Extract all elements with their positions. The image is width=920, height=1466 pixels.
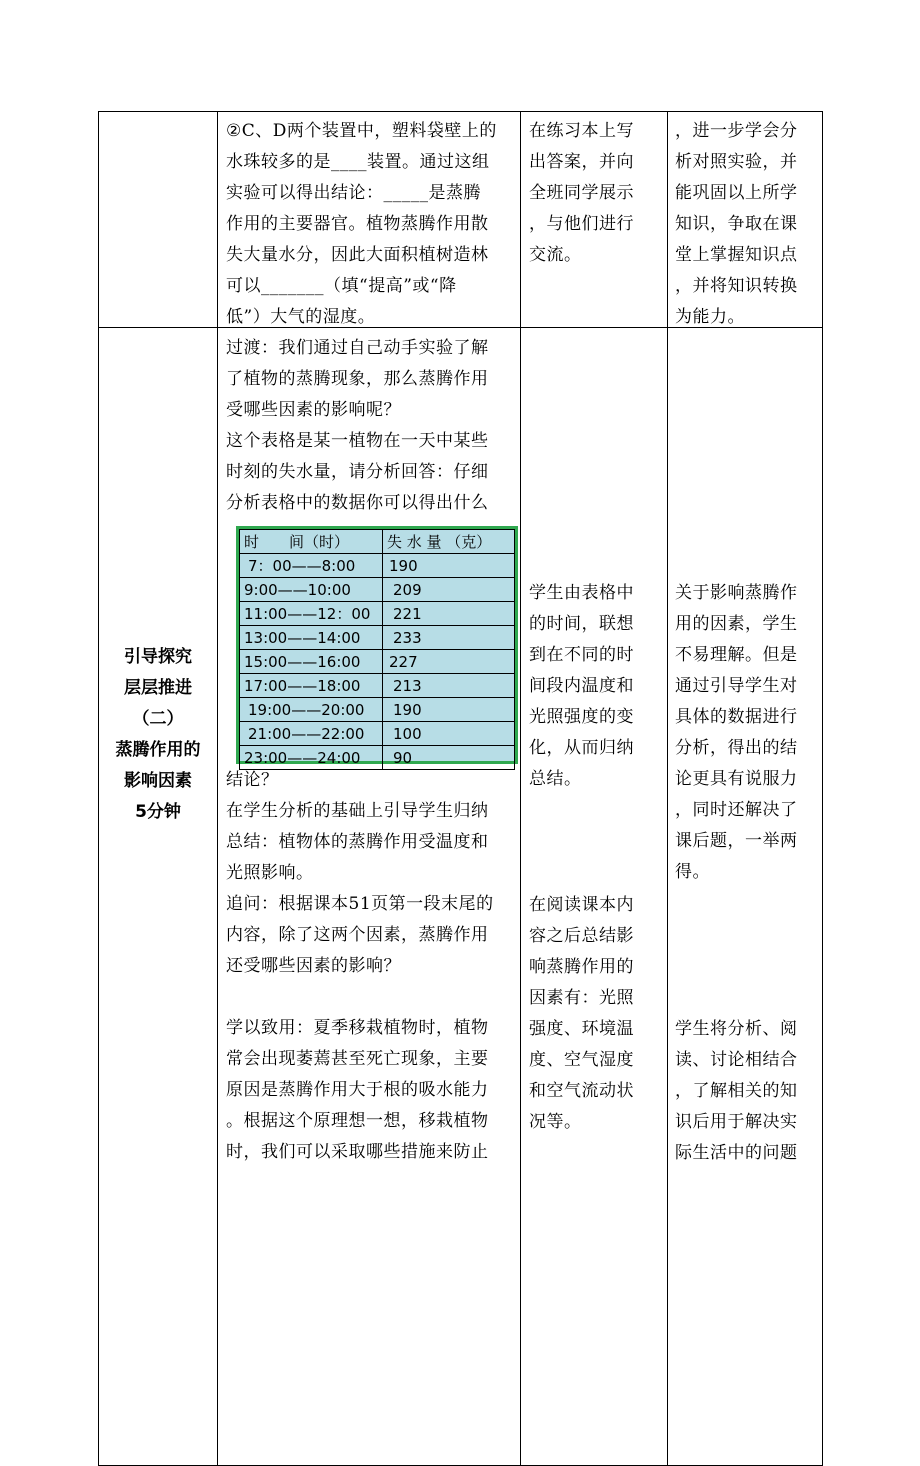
text-line: 得。 [675,862,710,882]
value-cell: 190 [383,554,515,578]
text-line: 能巩固以上所学 [675,183,798,203]
text-line: 化，从而归纳 [529,738,634,758]
text-line: 原因是蒸腾作用大于根的吸水能力 [226,1080,489,1100]
text-line: 水珠较多的是____装置。通过这组 [226,152,490,172]
text-line: 。根据这个原理想一想，移栽植物 [226,1111,489,1131]
text-line: 这个表格是某一植物在一天中某些 [226,431,489,451]
text-line: ，了解相关的知 [675,1081,798,1101]
text-line: 强度、环境温 [529,1019,634,1039]
text-line: 时刻的失水量，请分析回答：仔细 [226,462,489,482]
text-line: 知识，争取在课 [675,214,798,234]
row2-student-activity-b [529,890,665,1138]
table-row [240,674,515,698]
text-line: ②C、D两个装置中，塑料袋壁上的 [226,121,497,141]
water-loss-table [236,526,518,767]
column-divider [520,111,521,1466]
row1-content-cell [226,116,518,333]
text-line: 光照强度的变 [529,707,634,727]
row2-student-activity-a [529,578,665,795]
text-line: ，并将知识转换 [675,276,798,296]
stage-line: 蒸腾作用的 [115,740,201,760]
text-line: 还受哪些因素的影响？ [226,956,401,976]
text-line: 了植物的蒸腾现象，那么蒸腾作用 [226,369,489,389]
value-cell: 190 [383,698,515,722]
text-line: 容之后总结影 [529,926,634,946]
text-line: 学生将分析、阅 [675,1019,798,1039]
table-row [240,602,515,626]
stage-line: 5分钟 [135,802,181,822]
text-line: 通过引导学生对 [675,676,798,696]
text-line: 全班同学展示 [529,183,634,203]
text-line [226,982,518,1013]
stage-label [99,642,217,828]
text-line: 分析，得出的结 [675,738,798,758]
time-cell: 23:00——24:00 [240,746,383,770]
value-cell: 209 [383,578,515,602]
text-line: 总结。 [529,769,582,789]
value-cell: 227 [383,650,515,674]
text-line: 学生由表格中 [529,583,634,603]
text-line: 内容，除了这两个因素，蒸腾作用 [226,925,489,945]
text-line: 时，我们可以采取哪些措施来防止 [226,1142,489,1162]
text-line: 过渡：我们通过自己动手实验了解 [226,338,489,358]
text-line: 为能力。 [675,307,745,327]
value-cell: 233 [383,626,515,650]
time-cell: 17:00——18:00 [240,674,383,698]
text-line: 交流。 [529,245,582,265]
time-cell: 11:00——12：00 [240,602,383,626]
table-row [240,578,515,602]
text-line: 实验可以得出结论：_____是蒸腾 [226,183,481,203]
stage-line: 引导探究 [124,647,192,667]
text-line: 关于影响蒸腾作 [675,583,798,603]
text-line: 低”）大气的湿度。 [226,307,376,327]
value-cell: 90 [383,746,515,770]
text-line: 具体的数据进行 [675,707,798,727]
table-header-row [240,530,515,554]
text-line: 论更具有说服力 [675,769,798,789]
text-line: 际生活中的问题 [675,1143,798,1163]
table-row [240,650,515,674]
row2-design-intent-b [675,1014,821,1169]
text-line: 间段内温度和 [529,676,634,696]
text-line: 况等。 [529,1112,582,1132]
row1-design-intent-cell [675,116,821,333]
stage-line: （二） [132,709,184,729]
text-line: ，与他们进行 [529,214,634,234]
text-line: 学以致用：夏季移栽植物时，植物 [226,1018,489,1038]
text-line: 出答案，并向 [529,152,634,172]
text-line: 受哪些因素的影响呢？ [226,400,401,420]
text-line: 堂上掌握知识点 [675,245,798,265]
column-divider [217,111,218,1466]
text-line: 因素有：光照 [529,988,634,1008]
time-cell: 13:00——14:00 [240,626,383,650]
stage-line: 影响因素 [124,771,192,791]
text-line: 分析表格中的数据你可以得出什么 [226,493,489,513]
time-cell: 15:00——16:00 [240,650,383,674]
stage-line: 层层推进 [124,678,192,698]
text-line: 总结：植物体的蒸腾作用受温度和 [226,832,489,852]
text-line: 可以_______（填“提高”或“降 [226,276,457,296]
text-line: 和空气流动状 [529,1081,634,1101]
table-row [240,554,515,578]
text-line: 析对照实验，并 [675,152,798,172]
text-line: 识后用于解决实 [675,1112,798,1132]
text-line: 用的因素，学生 [675,614,798,634]
header-water-loss: 失 水 量 （克） [383,530,515,554]
text-line: 到在不同的时 [529,645,634,665]
text-line: 响蒸腾作用的 [529,957,634,977]
text-line: 作用的主要器官。植物蒸腾作用散 [226,214,489,234]
column-divider [667,111,668,1466]
time-cell: 21:00——22:00 [240,722,383,746]
text-line: 不易理解。但是 [675,645,798,665]
text-line: 在练习本上写 [529,121,634,141]
text-line: ，进一步学会分 [675,121,798,141]
row1-student-activity-cell [529,116,665,271]
table-row [240,698,515,722]
row2-content-top [226,333,518,519]
text-line: 常会出现萎蔫甚至死亡现象，主要 [226,1049,489,1069]
text-line: 光照影响。 [226,863,314,883]
text-line: 在学生分析的基础上引导学生归纳 [226,801,489,821]
value-cell: 221 [383,602,515,626]
text-line: 失大量水分，因此大面积植树造林 [226,245,489,265]
value-cell: 100 [383,722,515,746]
time-cell: 7：00——8:00 [240,554,383,578]
header-time: 时 间（时） [240,530,383,554]
text-line: 课后题，一举两 [675,831,798,851]
text-line: 读、讨论相结合 [675,1050,798,1070]
text-line: 结论？ [226,770,279,790]
time-cell: 9:00——10:00 [240,578,383,602]
time-cell: 19:00——20:00 [240,698,383,722]
text-line: 的时间，联想 [529,614,634,634]
table-row [240,722,515,746]
value-cell: 213 [383,674,515,698]
table-row [240,626,515,650]
text-line: 在阅读课本内 [529,895,634,915]
row2-design-intent-a [675,578,821,888]
text-line: 追问：根据课本51页第一段末尾的 [226,894,494,914]
text-line: ，同时还解决了 [675,800,798,820]
row2-content-bottom [226,765,518,1168]
text-line: 度、空气湿度 [529,1050,634,1070]
